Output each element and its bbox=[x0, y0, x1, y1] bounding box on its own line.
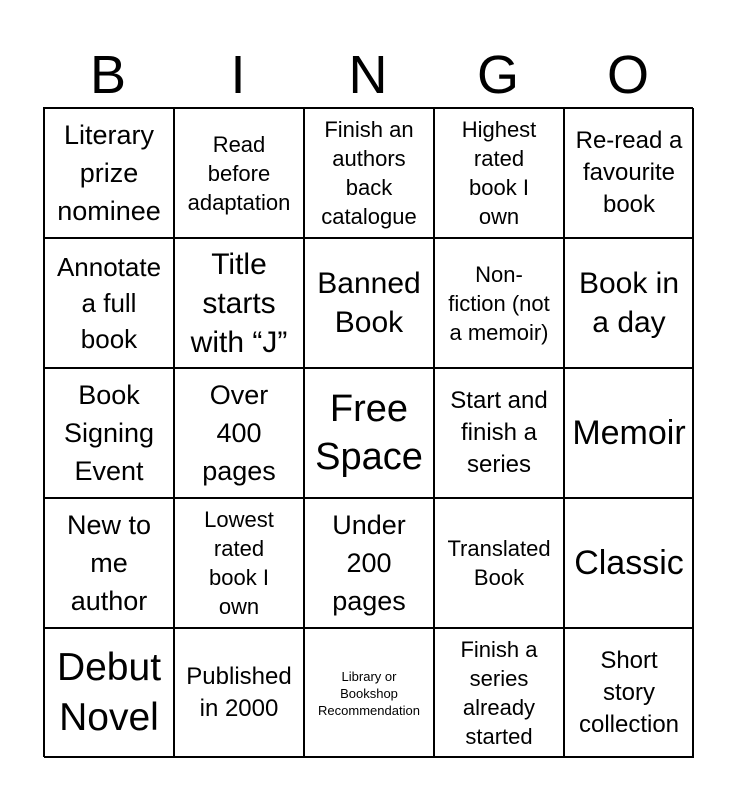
bingo-cell[interactable] bbox=[434, 628, 564, 758]
cell-text: Classic bbox=[574, 544, 684, 582]
cell-text: Book in a day bbox=[578, 267, 680, 339]
cell-text: Annotate a full book bbox=[56, 252, 162, 354]
cell-text: Translated Book bbox=[447, 536, 551, 590]
cell-text: Lowest rated book I own bbox=[204, 507, 274, 619]
cell-text: Start and finish a series bbox=[450, 387, 548, 478]
bingo-cell[interactable] bbox=[564, 498, 694, 628]
bingo-cell[interactable] bbox=[174, 108, 304, 238]
cell-text: Read before adaptation bbox=[187, 131, 291, 215]
cell-text: Book Signing Event bbox=[63, 380, 155, 486]
cell-text: Banned Book bbox=[317, 267, 421, 339]
cell-text: Debut Novel bbox=[56, 646, 162, 739]
bingo-cell[interactable] bbox=[564, 108, 694, 238]
header-letter-b: B bbox=[89, 45, 127, 105]
cell-text: Over 400 pages bbox=[202, 380, 276, 486]
bingo-cell[interactable] bbox=[434, 238, 564, 368]
cell-text: Non- fiction (not a memoir) bbox=[448, 261, 550, 345]
bingo-cell[interactable] bbox=[304, 108, 434, 238]
bingo-cell[interactable] bbox=[44, 498, 174, 628]
cell-text: Highest rated book I own bbox=[461, 117, 537, 229]
header-letter-g: G bbox=[476, 45, 519, 105]
bingo-cell[interactable] bbox=[434, 368, 564, 498]
cell-text: Literary prize nominee bbox=[57, 120, 161, 226]
header-letter-i: I bbox=[230, 45, 246, 105]
bingo-cell[interactable] bbox=[564, 238, 694, 368]
bingo-cell[interactable] bbox=[304, 628, 434, 758]
bingo-cell[interactable] bbox=[434, 108, 564, 238]
cell-text: Title starts with “J” bbox=[190, 247, 288, 359]
bingo-cell[interactable] bbox=[44, 628, 174, 758]
bingo-cell[interactable] bbox=[174, 628, 304, 758]
cell-text: Library or Bookshop Recommendation bbox=[318, 668, 420, 718]
cell-text: Re-read a favourite book bbox=[575, 127, 683, 218]
bingo-header bbox=[43, 44, 693, 106]
bingo-cell[interactable] bbox=[174, 238, 304, 368]
cell-text: Under 200 pages bbox=[332, 510, 406, 616]
bingo-cell[interactable] bbox=[44, 108, 174, 238]
cell-text: New to me author bbox=[66, 510, 152, 616]
cell-text: Published in 2000 bbox=[186, 663, 292, 722]
bingo-grid bbox=[43, 107, 693, 757]
bingo-cell[interactable] bbox=[304, 238, 434, 368]
bingo-cell[interactable] bbox=[174, 368, 304, 498]
bingo-cell[interactable] bbox=[564, 628, 694, 758]
bingo-cell[interactable] bbox=[44, 368, 174, 498]
header-letter-o: O bbox=[606, 45, 649, 105]
bingo-cell[interactable] bbox=[564, 368, 694, 498]
cell-text: Memoir bbox=[572, 414, 686, 452]
cell-text: Finish an authors back catalogue bbox=[321, 117, 417, 229]
cell-text: Short story collection bbox=[578, 647, 680, 738]
cell-text: Free Space bbox=[315, 388, 423, 478]
bingo-cell[interactable] bbox=[44, 238, 174, 368]
header-letter-n: N bbox=[348, 45, 388, 105]
bingo-cell[interactable] bbox=[304, 498, 434, 628]
bingo-cell[interactable] bbox=[174, 498, 304, 628]
bingo-cell[interactable] bbox=[434, 498, 564, 628]
cell-text: Finish a series already started bbox=[460, 637, 538, 749]
free-space-cell[interactable] bbox=[304, 368, 434, 498]
